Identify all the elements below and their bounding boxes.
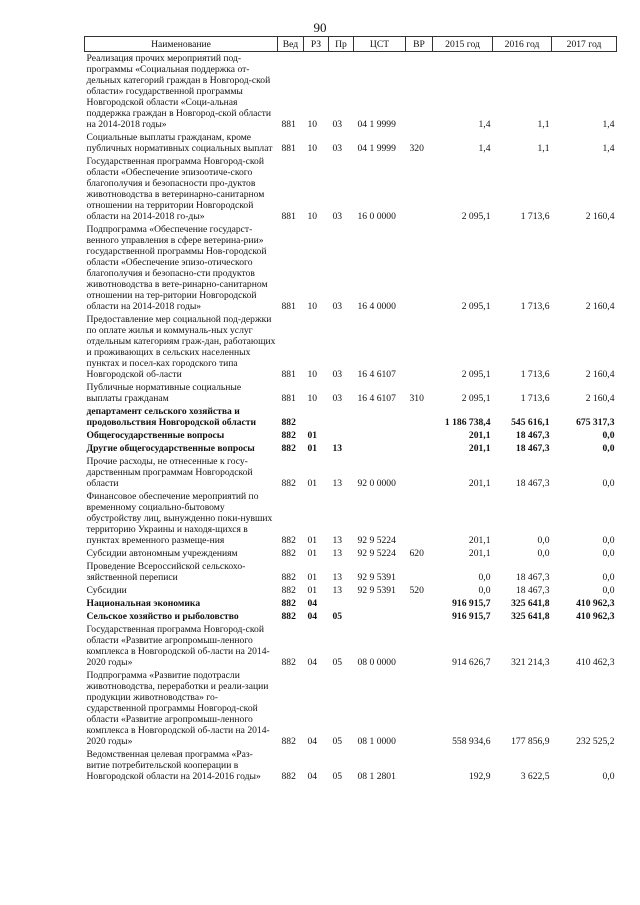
cell-2015: 2 095,1: [461, 301, 491, 312]
cell-cst: 16 0 0000: [357, 211, 396, 222]
cell-2015: 2 095,1: [461, 211, 491, 222]
cell-2017: 0,0: [602, 585, 615, 596]
table-row: [85, 442, 617, 455]
cell-2016: 18 467,3: [515, 478, 550, 489]
cell-2017: 410 462,3: [576, 657, 615, 668]
cell-pr: 13: [332, 572, 343, 583]
cell-cst: 08 0 0000: [357, 657, 396, 668]
cell-ved: 881: [281, 393, 296, 404]
cell-pr: [329, 597, 354, 610]
cell-cst: 92 0 0000: [357, 478, 396, 489]
table-row: [85, 669, 617, 748]
table-row: [85, 610, 617, 623]
cell-name: Субсидии: [86, 585, 127, 596]
cell-cst: [354, 610, 406, 623]
header-2015: 2015 год: [433, 37, 493, 52]
header-cst: ЦСТ: [354, 37, 406, 52]
cell-cst: 04 1 9999: [357, 143, 396, 154]
header-ved: Вед: [278, 37, 304, 52]
cell-name: Финансовое обеспечение мероприятий по временному социально-бытовому обустройству лиц, вынужденно поки-нувших территорию Украины и находя-щихся в пунктах временного размеще-ния: [86, 491, 273, 546]
cell-rz: 01: [307, 430, 318, 441]
cell-pr: 05: [332, 736, 343, 747]
cell-cst: 08 1 2801: [357, 771, 396, 782]
cell-rz: 01: [307, 478, 318, 489]
table-row: [85, 131, 617, 155]
cell-ved: 882: [281, 478, 296, 489]
cell-ved: 882: [281, 611, 296, 622]
cell-name: Прочие расходы, не отнесенные к госу-дарственным программам Новгородской области: [86, 456, 253, 489]
table-row: [85, 381, 617, 405]
cell-ved: 881: [281, 211, 296, 222]
cell-pr: 03: [332, 369, 343, 380]
cell-2015: 1,4: [478, 119, 491, 130]
cell-ved: 882: [281, 736, 296, 747]
table-row: [85, 748, 617, 783]
cell-cst: 04 1 9999: [357, 119, 396, 130]
table-row: [85, 405, 617, 429]
cell-vr: [406, 455, 433, 490]
cell-pr: 05: [332, 611, 343, 622]
cell-2016: 18 467,3: [515, 443, 550, 454]
cell-rz: 01: [307, 572, 318, 583]
cell-ved: 882: [281, 572, 296, 583]
cell-2017: 0,0: [602, 771, 615, 782]
cell-rz: 04: [307, 736, 318, 747]
cell-2015: 2 095,1: [461, 369, 491, 380]
cell-rz: 01: [307, 535, 318, 546]
header-rz: РЗ: [304, 37, 329, 52]
table-body: [85, 52, 617, 784]
cell-pr: [329, 429, 354, 442]
cell-ved: 882: [281, 430, 296, 441]
cell-2017: 0,0: [602, 430, 615, 441]
cell-2016: 321 214,3: [511, 657, 550, 668]
cell-2015: 201,1: [468, 443, 491, 454]
cell-name: Социальные выплаты гражданам, кроме публичных нормативных социальных выплат: [86, 132, 273, 154]
cell-2017: 2 160,4: [585, 369, 615, 380]
cell-rz: 10: [307, 393, 318, 404]
cell-2016: 325 641,8: [511, 611, 550, 622]
cell-ved: 882: [281, 585, 296, 596]
cell-ved: 882: [281, 548, 296, 559]
cell-pr: 03: [332, 143, 343, 154]
header-name: Наименование: [85, 37, 278, 52]
cell-2016: 0,0: [537, 535, 550, 546]
cell-rz: 10: [307, 143, 318, 154]
table-header-row: [85, 37, 617, 52]
cell-vr: 520: [409, 585, 424, 596]
cell-pr: [329, 405, 354, 429]
cell-2016: 3 622,5: [520, 771, 550, 782]
cell-vr: [406, 52, 433, 132]
cell-vr: [406, 490, 433, 547]
cell-pr: 03: [332, 393, 343, 404]
table-row: [85, 223, 617, 313]
cell-name: Проведение Всероссийской сельскохо-зяйственной переписи: [86, 561, 246, 583]
cell-2015: 2 095,1: [461, 393, 491, 404]
cell-cst: [354, 429, 406, 442]
cell-name: Публичные нормативные социальные выплаты гражданам: [86, 382, 242, 404]
cell-2017: 0,0: [602, 478, 615, 489]
cell-rz: 04: [307, 771, 318, 782]
cell-rz: 10: [307, 119, 318, 130]
cell-name: Субсидии автономным учреждениям: [86, 548, 238, 559]
cell-2015: 914 626,7: [452, 657, 491, 668]
cell-2017: 2 160,4: [585, 393, 615, 404]
cell-rz: [304, 405, 329, 429]
cell-name: Реализация прочих мероприятий под-программы «Социальная поддержка от-дельных категорий граждан в Новгород-ской области» государственной программы Новгородской области «Соци-альная поддержка граждан в Новгород-ской области на 2014-2018 годы»: [86, 53, 271, 130]
cell-cst: 92 9 5224: [357, 535, 396, 546]
cell-ved: 882: [281, 657, 296, 668]
cell-2016: 0,0: [537, 548, 550, 559]
cell-ved: 881: [281, 301, 296, 312]
cell-2015: 201,1: [468, 548, 491, 559]
table-row: [85, 560, 617, 584]
cell-cst: 92 9 5224: [357, 548, 396, 559]
budget-table: [84, 36, 617, 783]
cell-name: Национальная экономика: [86, 598, 201, 609]
cell-vr: [406, 748, 433, 783]
cell-pr: 03: [332, 301, 343, 312]
table-row: [85, 155, 617, 223]
cell-2016: 545 616,1: [511, 417, 550, 428]
cell-vr: [406, 669, 433, 748]
cell-2016: 177 856,9: [511, 736, 550, 747]
cell-rz: 04: [307, 657, 318, 668]
cell-ved: 882: [281, 535, 296, 546]
cell-rz: 01: [307, 443, 318, 454]
cell-2016: 1 713,6: [520, 301, 550, 312]
cell-vr: [406, 442, 433, 455]
cell-rz: 10: [307, 301, 318, 312]
cell-2015: 201,1: [468, 535, 491, 546]
cell-2016: 1 713,6: [520, 393, 550, 404]
cell-2016: 1,1: [537, 119, 550, 130]
cell-pr: 13: [332, 535, 343, 546]
cell-vr: 320: [409, 143, 424, 154]
cell-pr: 13: [332, 585, 343, 596]
cell-name: Ведомственная целевая программа «Раз-витие потребительской кооперации в Новгородской области на 2014-2016 годы»: [86, 749, 261, 782]
cell-2017: 0,0: [602, 548, 615, 559]
cell-pr: 05: [332, 657, 343, 668]
cell-2015: 1 186 738,4: [444, 417, 491, 428]
cell-name: Подпрограмма «Развитие подотрасли животноводства, переработки и реали-зации продукции животноводства» го-сударственной программы Новгород-ской области «Развитие агропромыш-ленного комплекса в Новгородской об-ласти на 2014-2020 годы»: [86, 670, 270, 747]
header-2017: 2017 год: [552, 37, 617, 52]
cell-2017: 675 317,3: [576, 417, 615, 428]
cell-vr: [406, 155, 433, 223]
cell-vr: [406, 623, 433, 669]
cell-2017: 1,4: [602, 119, 615, 130]
cell-vr: [406, 610, 433, 623]
cell-2017: 0,0: [602, 535, 615, 546]
cell-2016: 18 467,3: [515, 430, 550, 441]
cell-cst: 16 4 6107: [357, 369, 396, 380]
table-row: [85, 597, 617, 610]
table-row: [85, 313, 617, 381]
cell-2015: 192,9: [468, 771, 491, 782]
cell-ved: 882: [281, 443, 296, 454]
cell-2016: 1,1: [537, 143, 550, 154]
cell-rz: 10: [307, 369, 318, 380]
cell-name: Подпрограмма «Обеспечение государст-венного управления в сфере ветерина-рии» государственной программы Нов-городской области «Обеспечение эпизо-отического благополучия и безопасно-сти продуктов животноводства в вете-ринарно-санитарном отношении на тер-ритории Новгородской области на 2014-2018 годы»: [86, 224, 268, 312]
cell-ved: 881: [281, 369, 296, 380]
cell-pr: 03: [332, 119, 343, 130]
cell-name: департамент сельского хозяйства и продовольствия Новгородской области: [86, 406, 257, 428]
cell-rz: 04: [307, 611, 318, 622]
cell-2017: 232 525,2: [576, 736, 615, 747]
cell-name: Общегосударственные вопросы: [86, 430, 225, 441]
table-row: [85, 52, 617, 132]
header-2016: 2016 год: [493, 37, 552, 52]
cell-rz: 01: [307, 585, 318, 596]
cell-2015: 916 915,7: [452, 611, 491, 622]
cell-2016: 1 713,6: [520, 369, 550, 380]
cell-pr: 13: [332, 478, 343, 489]
cell-2017: 410 962,3: [576, 611, 615, 622]
header-pr: Пр: [329, 37, 354, 52]
cell-2016: 1 713,6: [520, 211, 550, 222]
cell-2015: 0,0: [478, 585, 491, 596]
cell-cst: [354, 442, 406, 455]
cell-vr: [406, 560, 433, 584]
cell-2017: 0,0: [602, 572, 615, 583]
cell-2017: 1,4: [602, 143, 615, 154]
cell-pr: 03: [332, 211, 343, 222]
cell-2015: 201,1: [468, 430, 491, 441]
cell-2015: 201,1: [468, 478, 491, 489]
cell-vr: [406, 597, 433, 610]
cell-2015: 0,0: [478, 572, 491, 583]
cell-name: Сельское хозяйство и рыболовство: [86, 611, 239, 622]
cell-vr: [406, 313, 433, 381]
cell-cst: 08 1 0000: [357, 736, 396, 747]
cell-vr: 310: [409, 393, 424, 404]
table-row: [85, 490, 617, 547]
cell-2015: 558 934,6: [452, 736, 491, 747]
cell-2015: 1,4: [478, 143, 491, 154]
cell-vr: 620: [409, 548, 424, 559]
cell-2016: 325 641,8: [511, 598, 550, 609]
cell-name: Другие общегосударственные вопросы: [86, 443, 255, 454]
cell-2017: 0,0: [602, 443, 615, 454]
cell-cst: 16 4 6107: [357, 393, 396, 404]
cell-2015: 916 915,7: [452, 598, 491, 609]
cell-ved: 882: [281, 417, 296, 428]
table-row: [85, 455, 617, 490]
cell-cst: [354, 405, 406, 429]
cell-name: Государственная программа Новгород-ской области «Развитие агропромыш-ленного комплекса в Новгородской об-ласти на 2014-2020 годы»: [86, 624, 270, 668]
cell-cst: 92 9 5391: [357, 585, 396, 596]
cell-pr: 05: [332, 771, 343, 782]
cell-ved: 882: [281, 771, 296, 782]
page-number: 90: [313, 20, 327, 35]
cell-2017: 2 160,4: [585, 211, 615, 222]
cell-2017: 2 160,4: [585, 301, 615, 312]
cell-ved: 881: [281, 143, 296, 154]
table-row: [85, 584, 617, 597]
cell-vr: [406, 223, 433, 313]
cell-pr: 13: [332, 443, 343, 454]
cell-name: Предоставление мер социальной под-держки по оплате жилья и коммуналь-ных услуг отдельным категориям граж-дан, работающих и проживающих в сельских населенных пунктах и посел-ках городского типа Новгородской об-ласти: [86, 314, 276, 380]
cell-cst: [354, 597, 406, 610]
table-row: [85, 429, 617, 442]
cell-rz: 01: [307, 548, 318, 559]
cell-2016: 18 467,3: [515, 572, 550, 583]
table-row: [85, 547, 617, 560]
cell-cst: 16 4 0000: [357, 301, 396, 312]
cell-ved: 881: [281, 119, 296, 130]
cell-2017: 410 962,3: [576, 598, 615, 609]
header-vr: ВР: [406, 37, 433, 52]
cell-vr: [406, 405, 433, 429]
cell-2016: 18 467,3: [515, 585, 550, 596]
cell-pr: 13: [332, 548, 343, 559]
cell-vr: [406, 429, 433, 442]
cell-rz: 10: [307, 211, 318, 222]
table-row: [85, 623, 617, 669]
cell-name: Государственная программа Новгород-ской области «Обеспечение эпизоотиче-ского благополучия и безопасности про-дуктов животноводства в ветеринарно-санитарном отношении на территории Новгородской области на 2014-2018 го-ды»: [86, 156, 265, 222]
cell-cst: 92 9 5391: [357, 572, 396, 583]
cell-rz: 04: [307, 598, 318, 609]
cell-ved: 882: [281, 598, 296, 609]
